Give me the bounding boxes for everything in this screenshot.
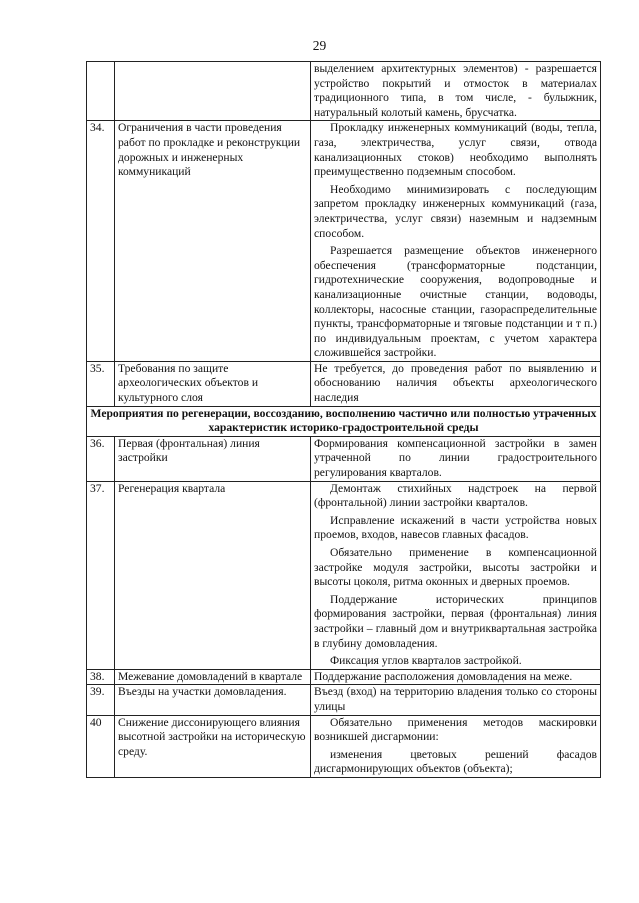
requirement-paragraph: Обязательно применения методов маскировки возникшей дисгармонии: bbox=[314, 715, 597, 744]
requirement-paragraph: изменения цветовых решений фасадов дисгармонирующих объектов (объекта); bbox=[314, 747, 597, 776]
requirement-name: Въезды на участки домовладения. bbox=[115, 685, 311, 715]
requirement-name bbox=[115, 62, 311, 121]
requirement-text bbox=[311, 121, 601, 362]
requirement-paragraph: Разрешается размещение объектов инженерного обеспечения (трансформаторные подстанции, гидротехнические сооружения, водопроводные и канализационные очистные станции, водоводы, коллекторы, насосные станции, газораспределительные пункты, трансформаторные и тяговые подстанции и т п.) по индивидуальным проектам, с учетом характера сложившейся застройки. bbox=[314, 244, 597, 360]
requirement-paragraph: Не требуется, до проведения работ по выявлению и обоснованию наличия объекты археологического наследия bbox=[314, 361, 597, 405]
section-heading: Мероприятия по регенерации, воссозданию, восполнению частично или полностью утраченных характеристик историко-градостроительной среды bbox=[87, 406, 601, 436]
requirement-text bbox=[311, 361, 601, 406]
requirement-name: Ограничения в части проведения работ по прокладке и реконструкции дорожных и инженерных коммуникаций bbox=[115, 121, 311, 362]
row-number: 39. bbox=[87, 685, 115, 715]
requirement-paragraph: Поддержание расположения домовладения на меже. bbox=[314, 669, 573, 683]
requirement-text bbox=[311, 62, 601, 121]
requirement-text bbox=[311, 669, 601, 685]
requirement-paragraph: Исправление искажений в части устройства новых проемов, входов, навесов главных фасадов. bbox=[314, 513, 597, 542]
requirement-text bbox=[311, 481, 601, 669]
requirement-paragraph: Прокладку инженерных коммуникаций (воды, тепла, газа, электричества, услуг связи, отвода канализационных стоков) необходимо выполнять преимущественно подземным способом. bbox=[314, 121, 597, 179]
requirement-paragraph: Въезд (вход) на территорию владения только со стороны улицы bbox=[314, 685, 597, 713]
row-number bbox=[87, 62, 115, 121]
requirement-paragraph: выделением архитектурных элементов) - разрешается устройство покрытий и отмосток в материалах традиционного типа, в том числе, - булыжник, натуральный колотый камень, брусчатка. bbox=[314, 62, 597, 119]
regulations-table bbox=[86, 61, 601, 778]
page-number: 29 bbox=[312, 38, 327, 53]
requirement-text bbox=[311, 436, 601, 481]
row-number: 38. bbox=[87, 669, 115, 685]
table-row bbox=[87, 121, 601, 362]
table-row bbox=[87, 62, 601, 121]
requirement-name: Снижение диссонирующего влияния высотной застройки на историческую среду. bbox=[115, 715, 311, 777]
requirement-paragraph: Формирования компенсационной застройки в замен утраченной по линии градостроительного регулирования кварталов. bbox=[314, 436, 597, 480]
row-number: 35. bbox=[87, 361, 115, 406]
requirement-text bbox=[311, 715, 601, 777]
table-row bbox=[87, 685, 601, 715]
requirement-name: Первая (фронтальная) линия застройки bbox=[115, 436, 311, 481]
row-number: 37. bbox=[87, 481, 115, 669]
table-row bbox=[87, 361, 601, 406]
section-heading-row bbox=[87, 406, 601, 436]
requirement-paragraph: Необходимо минимизировать с последующим запретом прокладку инженерных коммуникаций (газа, электричества, услуг связи) наземным и надземным способом. bbox=[314, 182, 597, 240]
row-number: 34. bbox=[87, 121, 115, 362]
requirement-name: Регенерация квартала bbox=[115, 481, 311, 669]
requirement-name: Требования по защите археологических объектов и культурного слоя bbox=[115, 361, 311, 406]
requirement-name: Межевание домовладений в квартале bbox=[115, 669, 311, 685]
requirement-paragraph: Обязательно применение в компенсационной застройке модуля застройки, высоты застройки и высоты цоколя, ритма оконных и дверных проемов. bbox=[314, 546, 597, 589]
table-row bbox=[87, 436, 601, 481]
row-number: 36. bbox=[87, 436, 115, 481]
requirement-paragraph: Фиксация углов кварталов застройкой. bbox=[330, 654, 522, 668]
table-row bbox=[87, 669, 601, 685]
requirement-paragraph: Поддержание исторических принципов формирования застройки, первая (фронтальная) линия застройки – главный дом и внутриквартальная застройка в глубину домовладения. bbox=[314, 592, 597, 650]
requirement-paragraph: Демонтаж стихийных надстроек на первой (фронтальной) линии застройки кварталов. bbox=[314, 481, 597, 510]
requirement-text bbox=[311, 685, 601, 715]
table-row bbox=[87, 481, 601, 669]
row-number: 40 bbox=[87, 715, 115, 777]
table-row bbox=[87, 715, 601, 777]
